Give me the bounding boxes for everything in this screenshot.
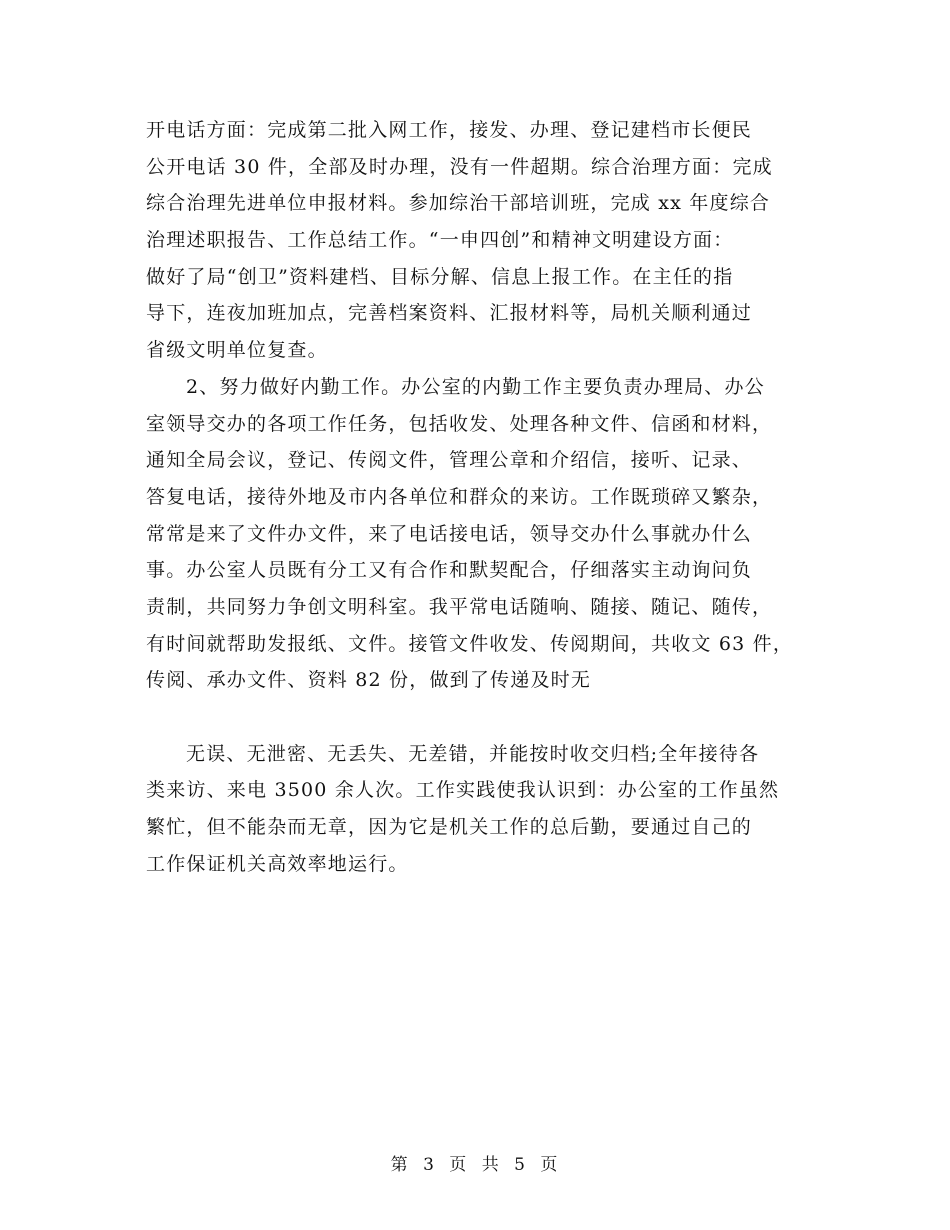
text-line: 传阅、承办文件、资料 82 份，做到了传递及时无	[146, 669, 592, 692]
text-line: 常常是来了文件办文件，来了电话接电话，领导交办什么事就办什么	[146, 522, 753, 545]
text-line: 工作保证机关高效率地运行。	[146, 852, 409, 875]
text-line: 公开电话 30 件，全部及时办理，没有一件超期。综合治理方面：完成	[146, 155, 773, 178]
text-line: 室领导交办的各项工作任务，包括收发、处理各种文件、信函和材料，	[146, 412, 773, 435]
paragraph-1	[146, 112, 826, 369]
text-line: 类来访、来电 3500 余人次。工作实践使我认识到：办公室的工作虽然	[146, 779, 780, 802]
text-line: 综合治理先进单位申报材料。参加综治干部培训班，完成 xx 年度综合	[146, 192, 771, 215]
text-line: 繁忙，但不能杂而无章，因为它是机关工作的总后勤，要通过自己的	[146, 816, 753, 839]
text-line: 答复电话，接待外地及市内各单位和群众的来访。工作既琐碎又繁杂，	[146, 485, 773, 508]
paragraph-3	[146, 736, 826, 883]
text-line: 省级文明单位复查。	[146, 339, 328, 362]
text-line: 做好了局“创卫”资料建档、目标分解、信息上报工作。在主任的指	[146, 265, 734, 288]
text-line: 2、努力做好内勤工作。办公室的内勤工作主要负责办理局、办公	[186, 375, 765, 398]
document-body	[146, 112, 826, 882]
text-line: 开电话方面：完成第二批入网工作，接发、办理、登记建档市长便民	[146, 119, 753, 141]
text-line: 治理述职报告、工作总结工作。“一申四创”和精神文明建设方面：	[146, 229, 734, 252]
text-line	[146, 699, 826, 736]
text-line: 无误、无泄密、无丢失、无差错，并能按时收交归档;全年接待各	[186, 742, 760, 765]
text-line: 有时间就帮助发报纸、文件。接管文件收发、传阅期间，共收文 63 件，	[146, 632, 794, 655]
paragraph-2	[146, 369, 826, 736]
text-line: 通知全局会议，登记、传阅文件，管理公章和介绍信，接听、记录、	[146, 449, 753, 472]
text-line: 事。办公室人员既有分工又有合作和默契配合，仔细落实主动询问负	[146, 559, 753, 582]
page-number-footer: 第 3 页 共 5 页	[390, 1155, 560, 1175]
text-line: 责制，共同努力争创文明科室。我平常电话随响、随接、随记、随传，	[146, 595, 773, 618]
text-line: 导下，连夜加班加点，完善档案资料、汇报材料等，局机关顺利通过	[146, 302, 753, 325]
